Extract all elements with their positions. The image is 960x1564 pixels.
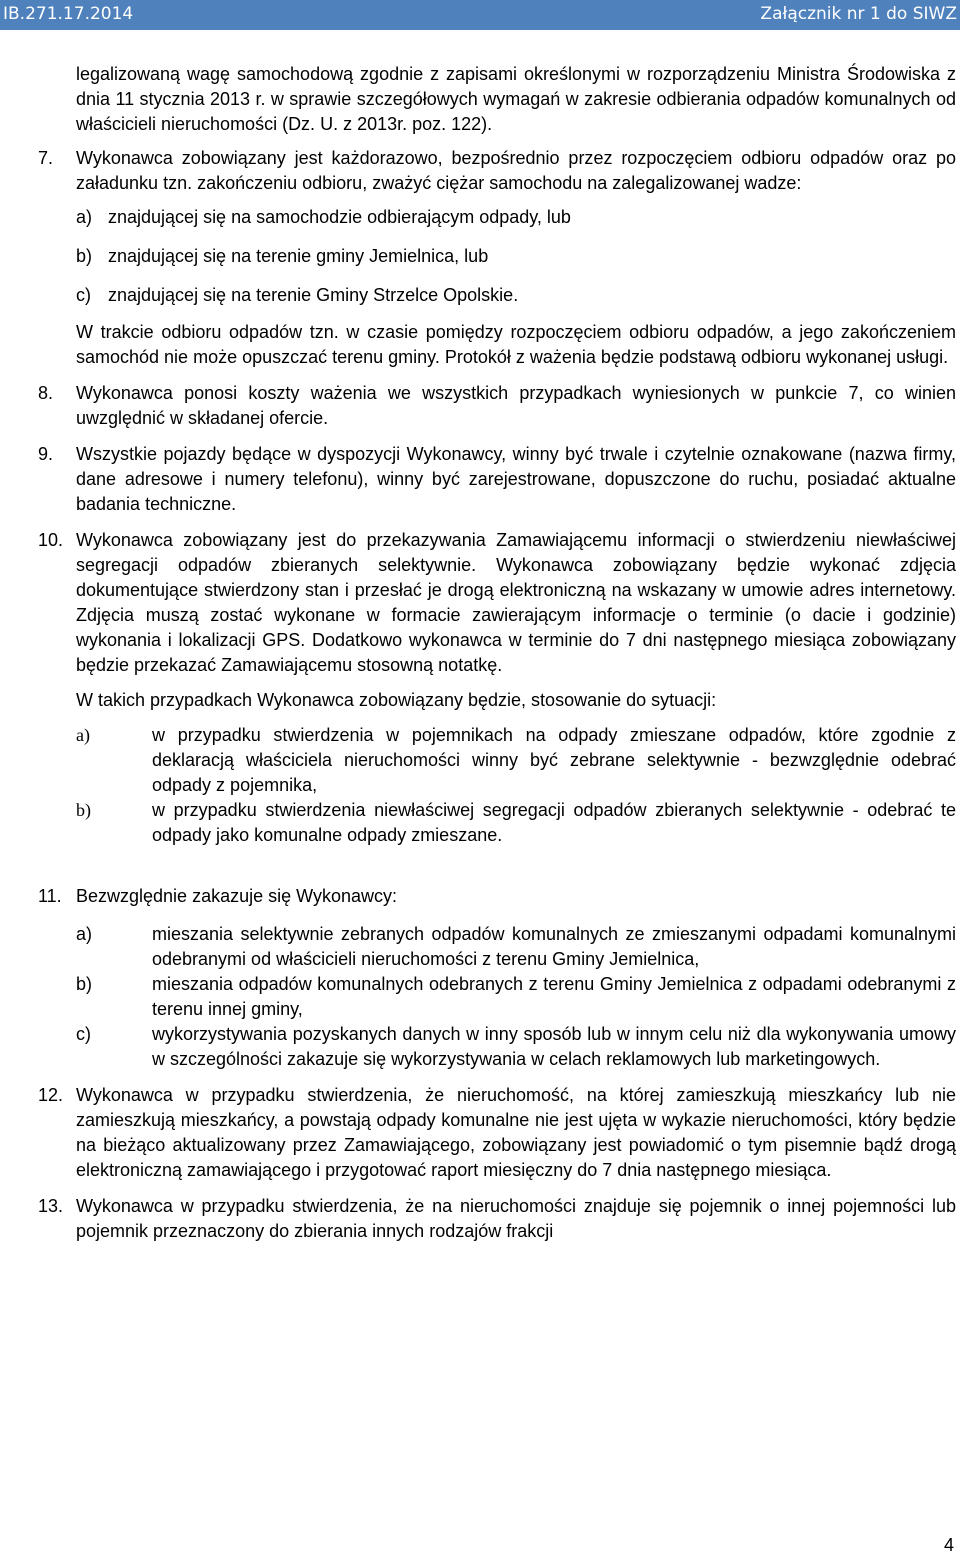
list-item bbox=[76, 244, 956, 269]
item-13-number: 13. bbox=[38, 1196, 64, 1216]
sub-text: znajdującej się na terenie gminy Jemielnica, lub bbox=[108, 246, 489, 266]
sub-text: mieszania odpadów komunalnych odebranych z terenu Gminy Jemielnica z odpadami odebranymi z terenu innej gminy, bbox=[152, 974, 956, 1019]
sub-text: mieszania selektywnie zebranych odpadów komunalnych ze zmieszanymi odpadami komunalnymi odebranymi od właścicieli nieruchomości z terenu Gminy Jemielnica, bbox=[152, 924, 956, 969]
list-item bbox=[76, 798, 956, 848]
item-7-after: W trakcie odbioru odpadów tzn. w czasie pomiędzy rozpoczęciem odbioru odpadów, a jego zakończeniem samochód nie może opuszczać terenu gminy. Protokół z ważenia będzie podstawą odbioru wykonanej usługi. bbox=[76, 322, 956, 367]
item-11-sublist bbox=[76, 922, 956, 1072]
sub-text: wykorzystywania pozyskanych danych w inny sposób lub w innym celu niż dla wykonywania umowy w szczególności zakazuje się wykorzystywania w celach reklamowych lub marketingowych. bbox=[152, 1024, 956, 1069]
list-item bbox=[76, 283, 956, 308]
sub-letter: b) bbox=[76, 974, 93, 994]
item-11 bbox=[38, 884, 956, 1072]
intro-block bbox=[76, 62, 956, 137]
intro-paragraph: legalizowaną wagę samochodową zgodnie z zapisami określonymi w rozporządzeniu Ministra Środowiska z dnia 11 stycznia 2013 r. w sprawie szczegółowych wymagań w zakresie odbierania odpadów komunalnych od właścicieli nieruchomości (Dz. U. z 2013r. poz. 122). bbox=[76, 64, 956, 134]
item-7-number: 7. bbox=[38, 148, 54, 168]
item-10-text: Wykonawca zobowiązany jest do przekazywania Zamawiającemu informacji o stwierdzeniu niewłaściwej segregacji odpadów zbieranych selektywnie. Wykonawca zobowiązany będzie wykonać zdjęcia dokumentujące stwierdzony stan i przesłać je drogą elektroniczną na wskazany w umowie adres internetowy. Zdjęcia muszą zostać wykonane w formacie zawierającym informacje o terminie (o dacie i godzinie) wykonania i lokalizacji GPS. Dodatkowo wykonawca w terminie do 7 dni następnego miesiąca zobowiązany będzie przekazać Zamawiającemu stosowną notatkę. bbox=[76, 530, 956, 675]
item-7-sublist bbox=[76, 205, 956, 308]
list-item bbox=[76, 205, 956, 230]
sub-letter: b) bbox=[76, 246, 93, 266]
sub-text: w przypadku stwierdzenia niewłaściwej segregacji odpadów zbieranych selektywnie - odebrać te odpady jako komunalne odpady zmieszane. bbox=[152, 800, 956, 845]
sub-letter: a) bbox=[76, 924, 93, 944]
item-8-text: Wykonawca ponosi koszty ważenia we wszystkich przypadkach wyniesionych w punkcie 7, co winien uwzględnić w składanej ofercie. bbox=[76, 383, 956, 428]
item-8-number: 8. bbox=[38, 383, 54, 403]
item-10-sublist bbox=[76, 723, 956, 848]
list-item bbox=[76, 723, 956, 798]
sub-letter: a) bbox=[76, 725, 90, 745]
page-number: 4 bbox=[943, 1535, 954, 1555]
document-reference: IB.271.17.2014 bbox=[3, 4, 134, 24]
attachment-label: Załącznik nr 1 do SIWZ bbox=[760, 4, 957, 24]
item-9-number: 9. bbox=[38, 444, 54, 464]
sub-letter: c) bbox=[76, 1024, 91, 1044]
item-7 bbox=[38, 146, 956, 370]
item-10-after: W takich przypadkach Wykonawca zobowiązany będzie, stosowanie do sytuacji: bbox=[76, 690, 717, 710]
sub-letter: a) bbox=[76, 207, 93, 227]
item-9-text: Wszystkie pojazdy będące w dyspozycji Wykonawcy, winny być trwale i czytelnie oznakowane (nazwa firmy, dane adresowe i numery telefonu), winny być zarejestrowane, dopuszczone do ruchu, posiadać aktualne badania techniczne. bbox=[76, 444, 956, 514]
item-12-text: Wykonawca w przypadku stwierdzenia, że nieruchomość, na której zamieszkują mieszkańcy lub nie zamieszkują mieszkańcy, a powstają odpady komunalne nie jest ujęta w wykazie nieruchomości, który będzie na bieżąco aktualizowany przez Zamawiającego, zobowiązany jest powiadomić o tym pisemnie bądź drogą elektroniczną zamawiającego i przygotować raport miesięczny do 7 dnia następnego miesiąca. bbox=[76, 1085, 956, 1180]
sub-text: znajdującej się na samochodzie odbierającym odpady, lub bbox=[108, 207, 571, 227]
item-11-number: 11. bbox=[38, 886, 62, 906]
item-10 bbox=[38, 528, 956, 848]
list-item bbox=[76, 1022, 956, 1072]
sub-letter: c) bbox=[76, 285, 91, 305]
list-item bbox=[76, 972, 956, 1022]
item-7-text: Wykonawca zobowiązany jest każdorazowo, bezpośrednio przez rozpoczęciem odbioru odpadów oraz po załadunku tzn. zakończeniu odbioru, zważyć ciężar samochodu na zalegalizowanej wadze: bbox=[76, 148, 956, 193]
item-13 bbox=[38, 1194, 956, 1244]
item-9 bbox=[38, 442, 956, 517]
item-8 bbox=[38, 381, 956, 431]
document-body bbox=[38, 62, 956, 1244]
sub-letter: b) bbox=[76, 800, 91, 820]
item-12 bbox=[38, 1083, 956, 1183]
page-header bbox=[0, 0, 960, 30]
item-13-text: Wykonawca w przypadku stwierdzenia, że na nieruchomości znajduje się pojemnik o innej pojemności lub pojemnik przeznaczony do zbierania innych rodzajów frakcji bbox=[76, 1196, 956, 1241]
sub-text: w przypadku stwierdzenia w pojemnikach na odpady zmieszane odpadów, które zgodnie z deklaracją właściciela nieruchomości winny być zebrane selektywnie - bezwzględnie odebrać odpady z pojemnika, bbox=[152, 725, 956, 795]
list-item bbox=[76, 922, 956, 972]
sub-text: znajdującej się na terenie Gminy Strzelce Opolskie. bbox=[108, 285, 519, 305]
item-11-text: Bezwzględnie zakazuje się Wykonawcy: bbox=[76, 886, 397, 906]
item-10-number: 10. bbox=[38, 530, 64, 550]
item-12-number: 12. bbox=[38, 1085, 64, 1105]
